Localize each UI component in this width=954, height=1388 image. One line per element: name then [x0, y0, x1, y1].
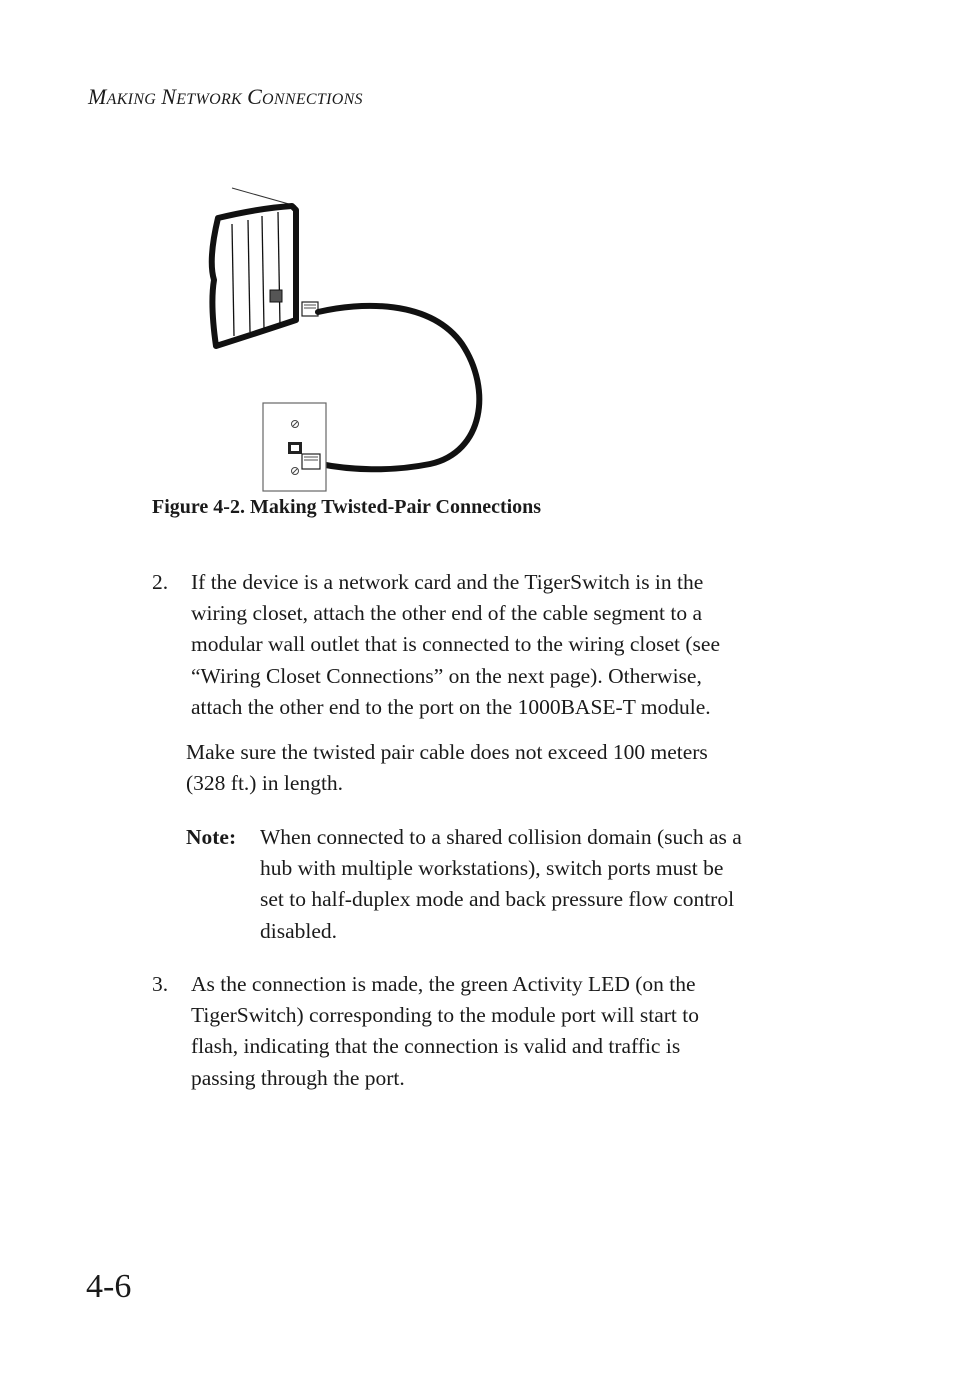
step-text: If the device is a network card and the TigerSwitch is in the wiring closet, attach the other end of the cable segment to a modular wall outlet that is connected to the wiring closet (see “Wiring Closet Connections” on the next page). Otherwise, attach the other end to the port on the 1000BASE-T module.	[191, 570, 720, 719]
note-text: When connected to a shared collision domain (such as a hub with multiple workstations), switch ports must be set to half-duplex mode and back pressure flow control disabled.	[260, 825, 742, 943]
twisted-pair-connection-illustration	[200, 184, 490, 494]
note-label: Note:	[186, 825, 237, 849]
figure-caption: Figure 4-2. Making Twisted-Pair Connections	[152, 496, 542, 518]
page-number: 4-6	[86, 1268, 132, 1305]
wall-outlet-icon	[263, 403, 326, 491]
cable-length-paragraph: Make sure the twisted pair cable does not exceed 100 meters (328 ft.) in length.	[186, 740, 708, 796]
step-number: 2.	[152, 570, 169, 594]
rj45-plug-icon	[302, 302, 318, 316]
step-text: As the connection is made, the green Activity LED (on the TigerSwitch) corresponding to the module port will start to flash, indicating that the connection is valid and traffic is passing through the port.	[191, 972, 699, 1090]
computer-chassis-icon	[212, 188, 296, 346]
running-head: MAKING NETWORK CONNECTIONS	[88, 84, 363, 109]
step-number: 3.	[152, 972, 169, 996]
twisted-pair-cable	[318, 306, 479, 469]
